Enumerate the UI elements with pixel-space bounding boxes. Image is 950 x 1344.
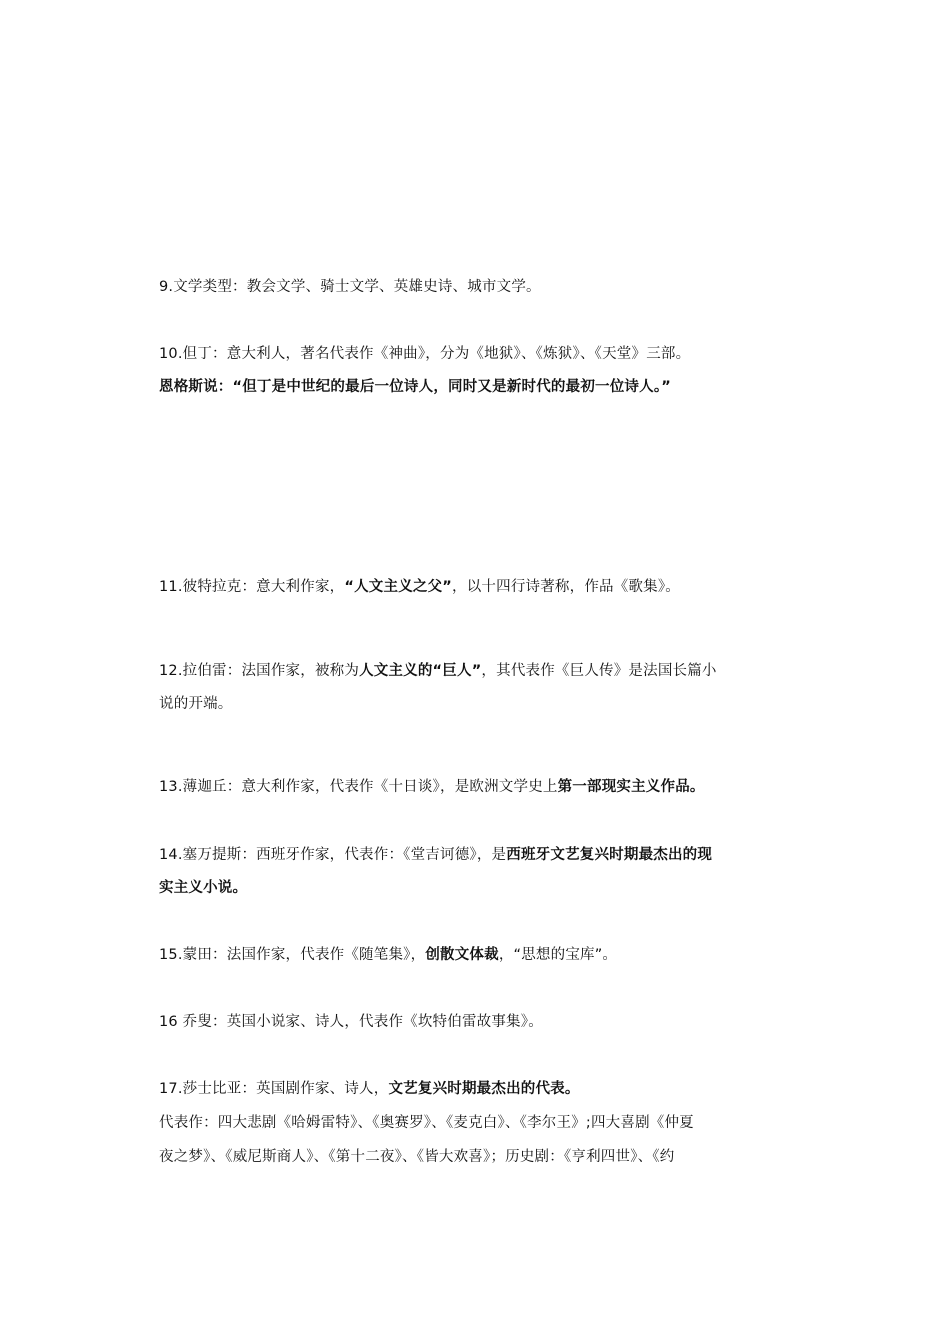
item-17-line3: 夜之梦》、《威尼斯商人》、《第十二夜》、《皆大欢喜》；历史剧：《亨利四世》、《约 [159, 1149, 675, 1165]
item-17-line1 [159, 1079, 799, 1099]
item-12-bold: 人文主义的“巨人” [359, 663, 482, 679]
item-12-text-a: 12.拉伯雷：法国作家，被称为 [159, 663, 360, 679]
item-13-bold: 第一部现实主义作品。 [557, 779, 705, 795]
item-16: 16 乔叟：英国小说家、诗人，代表作《坎特伯雷故事集》。 [159, 1014, 543, 1030]
item-15-bold: 创散文体裁 [425, 947, 499, 963]
item-10-quote: 恩格斯说：“但丁是中世纪的最后一位诗人，同时又是新时代的最初一位诗人。” [159, 379, 672, 395]
item-14-text-a: 14.塞万提斯：西班牙作家，代表作：《堂吉诃德》，是 [159, 847, 507, 863]
item-17-bold: 文艺复兴时期最杰出的代表。 [388, 1081, 580, 1097]
item-11-bold: “人文主义之父” [344, 579, 453, 595]
item-12-line2: 说的开端。 [159, 696, 233, 712]
item-11-text-a: 11.彼特拉克：意大利作家， [159, 579, 345, 595]
item-17-line2: 代表作：四大悲剧《哈姆雷特》、《奥赛罗》、《麦克白》、《李尔王》;四大喜剧《仲夏 [159, 1115, 694, 1131]
item-14-line1 [159, 845, 799, 865]
item-11-text-c: ，以十四行诗著称，作品《歌集》。 [452, 579, 680, 595]
item-12-text-c: ，其代表作《巨人传》是法国长篇小 [481, 663, 717, 679]
item-17-text-a: 17.莎士比亚：英国剧作家、诗人， [159, 1081, 389, 1097]
item-9: 9.文学类型：教会文学、骑士文学、英雄史诗、城市文学。 [159, 279, 541, 295]
item-12-line1 [159, 661, 799, 681]
item-11 [159, 577, 799, 597]
item-15-text-a: 15.蒙田：法国作家，代表作《随笔集》， [159, 947, 426, 963]
item-15 [159, 945, 799, 965]
item-14-line2: 实主义小说。 [159, 880, 248, 896]
item-14-bold: 西班牙文艺复兴时期最杰出的现 [506, 847, 713, 863]
item-13 [159, 777, 799, 797]
item-10-line1: 10.但丁：意大利人，著名代表作《神曲》，分为《地狱》、《炼狱》、《天堂》三部。 [159, 346, 691, 362]
item-13-text-a: 13.薄迦丘：意大利作家，代表作《十日谈》，是欧洲文学史上 [159, 779, 558, 795]
item-15-text-c: ，“思想的宝库”。 [498, 947, 618, 963]
